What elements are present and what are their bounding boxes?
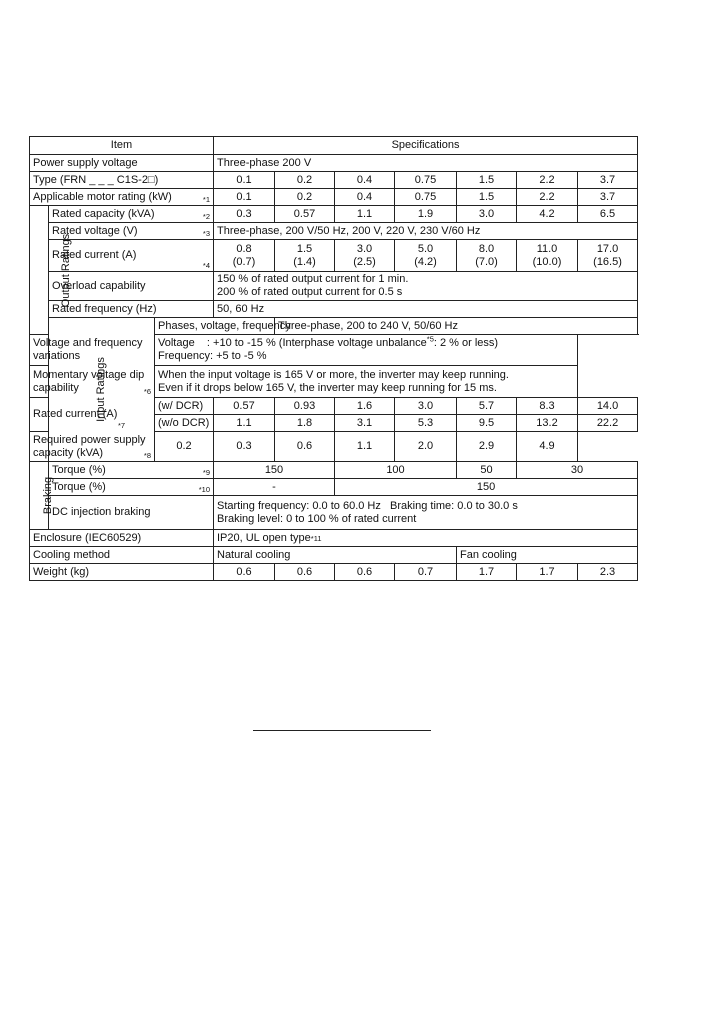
row-label: Cooling method <box>30 547 214 564</box>
row-label: Overload capability <box>49 272 214 301</box>
cell-value: 1.5 <box>457 172 517 189</box>
row-value: Three-phase 200 V <box>214 155 638 172</box>
row-variations <box>30 335 638 366</box>
value-top: 1.5 <box>296 242 313 255</box>
cell-value: 2.2 <box>517 189 578 206</box>
row-value <box>155 335 578 366</box>
cell-value: 0.6 <box>275 564 335 581</box>
cell-value: 0.2 <box>275 189 335 206</box>
group-label: Output Ratings <box>60 233 73 307</box>
group-label: Braking <box>42 476 55 515</box>
cell-value: 3.7 <box>578 189 638 206</box>
group-label: Input Ratings <box>94 357 107 422</box>
cell-value: 2.3 <box>578 564 638 581</box>
footnote-ref: *9 <box>202 468 210 477</box>
footnote-ref: *4 <box>202 261 210 270</box>
cell-value: 3.0 <box>395 398 457 415</box>
footnote-ref: *11 <box>310 533 322 543</box>
row-label: Power supply voltage <box>30 155 214 172</box>
row-enclosure <box>30 530 638 547</box>
row-voltage-dip <box>30 366 638 398</box>
row-label: Rated capacity (kVA) <box>52 207 155 220</box>
row-label-cell <box>49 206 214 223</box>
value-line: 200 % of rated output current for 0.5 s <box>217 286 403 298</box>
cell-value: 5.7 <box>457 398 517 415</box>
row-label: capacity (kVA) <box>33 446 104 459</box>
row-label-cell <box>30 335 155 366</box>
cell-value: 9.5 <box>457 415 517 432</box>
cell-value: 0.2 <box>155 432 214 462</box>
cell-value: 0.4 <box>335 189 395 206</box>
value-bottom: (2.5) <box>353 255 376 268</box>
cell-value <box>275 240 335 272</box>
footnote-ref: *6 <box>143 387 151 396</box>
cell-value: 5.3 <box>395 415 457 432</box>
cell-value: 1.9 <box>395 206 457 223</box>
row-label: Rated current (A) <box>52 249 137 261</box>
row-label-cell <box>49 223 214 240</box>
table-header-row <box>30 137 638 155</box>
cell-value: 6.5 <box>578 206 638 223</box>
cell-value: 4.9 <box>517 432 578 462</box>
cell-value: 3.1 <box>335 415 395 432</box>
cell-value <box>335 240 395 272</box>
row-rated-voltage <box>30 223 638 240</box>
row-value: Three-phase, 200 V/50 Hz, 200 V, 220 V, 230 V/60 Hz <box>214 223 638 240</box>
row-label-cell <box>30 189 214 206</box>
value-line: Even if it drops below 165 V, the inverter may keep running for 15 ms. <box>158 381 497 394</box>
footnote-ref: *2 <box>202 212 210 221</box>
cell-value: 100 <box>335 462 457 479</box>
value-bottom: (10.0) <box>532 255 562 268</box>
row-value <box>214 272 638 301</box>
value-bottom: (0.7) <box>232 255 256 268</box>
row-required-power <box>30 432 638 462</box>
row-torque-9 <box>30 462 638 479</box>
cell-value: 1.7 <box>457 564 517 581</box>
row-phases <box>30 318 638 335</box>
row-label-cell <box>30 398 126 432</box>
value-line: When the input voltage is 165 V or more, the inverter may keep running. <box>158 368 509 381</box>
row-label: Phases, voltage, frequency <box>155 318 275 335</box>
cell-value: 1.1 <box>335 432 395 462</box>
cell-value: 3.7 <box>578 172 638 189</box>
row-rated-frequency <box>30 301 638 318</box>
cell-value: 4.2 <box>517 206 578 223</box>
value-line: Starting frequency: 0.0 to 60.0 Hz Braking time: 0.0 to 30.0 s <box>217 499 518 512</box>
cell-value: 0.75 <box>395 189 457 206</box>
row-torque-10 <box>30 479 638 496</box>
cell-value: 1.1 <box>214 415 275 432</box>
cell-value: 1.8 <box>275 415 335 432</box>
row-value <box>214 530 638 547</box>
row-label: Rated voltage (V) <box>52 224 138 237</box>
row-label: DC injection braking <box>49 496 214 530</box>
cell-value: 0.3 <box>214 432 275 462</box>
value-text: Voltage : +10 to -15 % (Interphase voltage unbalance <box>158 337 427 349</box>
value-top: 17.0 <box>596 242 619 255</box>
row-label: Voltage and frequency <box>33 337 143 349</box>
header-item: Item <box>30 137 214 155</box>
value-top: 5.0 <box>417 242 434 255</box>
value-line: Braking level: 0 to 100 % of rated current <box>217 512 417 525</box>
row-label-cell <box>49 240 214 272</box>
footnote-ref: *1 <box>202 195 210 204</box>
row-label-cell <box>30 432 155 462</box>
row-label: Weight (kg) <box>30 564 214 581</box>
row-label-cell <box>30 366 155 398</box>
footnote-ref: *10 <box>198 485 210 494</box>
specifications-table <box>29 136 638 581</box>
row-overload <box>30 272 638 301</box>
cell-value: 0.57 <box>214 398 275 415</box>
cell-value: 1.1 <box>335 206 395 223</box>
row-value: 50, 60 Hz <box>214 301 638 318</box>
group-output-ratings <box>30 206 73 335</box>
cell-value: 1.6 <box>335 398 395 415</box>
cell-value: 0.4 <box>335 172 395 189</box>
row-label: Rated current (A) <box>33 408 118 420</box>
row-label: Momentary voltage dip <box>33 368 145 381</box>
row-label: Applicable motor rating (kW) <box>33 190 172 203</box>
value-bottom: (16.5) <box>593 255 622 268</box>
value-line: 150 % of rated output current for 1 min. <box>217 273 409 285</box>
row-rated-current-output <box>30 240 638 272</box>
footnote-ref: *3 <box>202 229 210 238</box>
row-rated-capacity <box>30 206 638 223</box>
row-label: capability <box>33 381 79 394</box>
value-top: 11.0 <box>536 242 558 255</box>
cell-value <box>395 240 457 272</box>
row-value: Three-phase, 200 to 240 V, 50/60 Hz <box>275 318 638 335</box>
cell-value: 2.2 <box>517 172 578 189</box>
footnote-ref: *5 <box>426 334 434 344</box>
cell-value: 3.0 <box>457 206 517 223</box>
cell-value <box>214 240 275 272</box>
group-braking <box>30 462 55 530</box>
header-specifications: Specifications <box>214 137 638 155</box>
cell-value: 0.6 <box>214 564 275 581</box>
cell-value: 14.0 <box>578 398 638 415</box>
row-label: Enclosure (IEC60529) <box>30 530 214 547</box>
cell-value: 13.2 <box>517 415 578 432</box>
value-bottom: (7.0) <box>475 255 498 268</box>
value-bottom: (4.2) <box>414 255 437 268</box>
cell-value: 0.2 <box>275 172 335 189</box>
value-line: Frequency: +5 to -5 % <box>158 350 267 362</box>
row-sublabel: (w/ DCR) <box>155 398 214 415</box>
row-weight <box>30 564 638 581</box>
row-dc-injection <box>30 496 638 530</box>
cell-value: 2.9 <box>457 432 517 462</box>
row-label: Torque (%) <box>52 463 106 476</box>
cell-value: 0.6 <box>275 432 335 462</box>
cell-value <box>578 240 638 272</box>
footnote-ref: *7 <box>118 421 126 430</box>
value-text: : 2 % or less) <box>433 337 499 349</box>
row-label-cell <box>49 462 214 479</box>
cell-value: 150 <box>335 479 638 496</box>
value-top: 0.8 <box>236 242 252 255</box>
cell-value: 0.3 <box>214 206 275 223</box>
value-bottom: (1.4) <box>293 255 316 268</box>
cell-value: 22.2 <box>578 415 638 432</box>
row-label-cell <box>49 479 214 496</box>
cell-value: 0.93 <box>275 398 335 415</box>
row-label: Torque (%) <box>52 480 106 493</box>
cell-value: 50 <box>457 462 517 479</box>
cell-value: 8.3 <box>517 398 578 415</box>
cell-value: Fan cooling <box>457 547 638 564</box>
cell-value: 0.7 <box>395 564 457 581</box>
row-label: Rated frequency (Hz) <box>49 301 214 318</box>
row-label: Required power supply <box>33 433 146 446</box>
cell-value: 1.7 <box>517 564 578 581</box>
row-value <box>155 366 578 398</box>
cell-value: 0.57 <box>275 206 335 223</box>
value-top: 8.0 <box>478 242 495 255</box>
cell-value <box>457 240 517 272</box>
row-motor-rating <box>30 189 638 206</box>
value-top: 3.0 <box>356 242 373 255</box>
cell-value: 1.5 <box>457 189 517 206</box>
value-line <box>158 334 574 350</box>
footnote-separator-line <box>253 730 431 731</box>
row-sublabel: (w/o DCR) <box>155 415 214 432</box>
row-value <box>214 496 638 530</box>
value-text: IP20, UL open type <box>217 531 311 544</box>
row-label: variations <box>33 350 81 362</box>
cell-value: 0.1 <box>214 189 275 206</box>
cell-value: 2.0 <box>395 432 457 462</box>
cell-value: Natural cooling <box>214 547 457 564</box>
cell-value: 30 <box>517 462 638 479</box>
cell-value: 0.75 <box>395 172 457 189</box>
cell-value <box>517 240 578 272</box>
row-cooling <box>30 547 638 564</box>
cell-value: 0.6 <box>335 564 395 581</box>
footnote-ref: *8 <box>143 451 151 460</box>
row-label: Type (FRN _ _ _ C1S-2□) <box>30 172 214 189</box>
cell-value: 0.1 <box>214 172 275 189</box>
cell-value: 150 <box>214 462 335 479</box>
row-power-supply <box>30 155 638 172</box>
row-type <box>30 172 638 189</box>
cell-value: - <box>214 479 335 496</box>
